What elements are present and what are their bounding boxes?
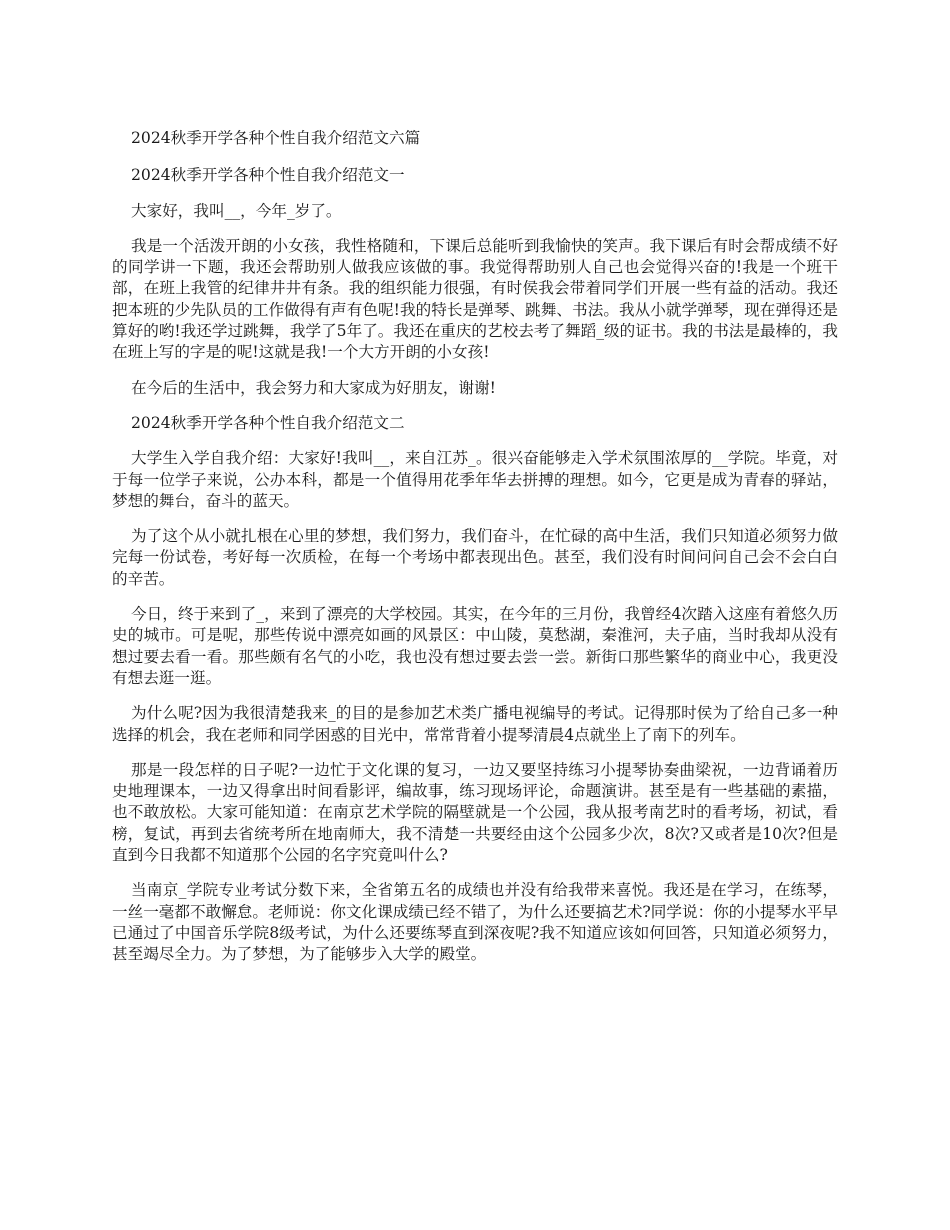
paragraph-dream: 为了这个从小就扎根在心里的梦想，我们努力，我们奋斗，在忙碌的高中生活，我们只知道必须努力做完每一份试卷，考好每一次质检，在每一个考场中都表现出色。甚至，我们没有时间问问自己会不会白白的辛苦。 xyxy=(112,527,838,588)
paragraph-self-intro: 我是一个活泼开朗的小女孩，我性格随和，下课后总能听到我愉快的笑声。我下课后有时会帮成绩不好的同学讲一下题，我还会帮助别人做我应该做的事。我觉得帮助别人自己也会觉得兴奋的!我是一个班干部，在班上我管的纪律井井有条。我的组织能力很强，有时侯我会带着同学们开展一些有益的活动。我还把本班的少先队员的工作做得有声有色呢!我的特长是弹琴、跳舞、书法。我从小就学弹琴，现在弹得还是算好的哟!我还学过跳舞，我学了5年了。我还在重庆的艺校去考了舞蹈_级的证书。我的书法是最棒的，我在班上写的字是的呢!这就是我!一个大方开朗的小女孩! xyxy=(112,236,838,362)
section-heading-2: 2024秋季开学各种个性自我介绍范文二 xyxy=(131,413,405,432)
paragraph-college-intro: 大学生入学自我介绍：大家好!我叫__，来自江苏_。很兴奋能够走入学术氛围浓厚的__学院。毕竟，对于每一位学子来说，公办本科，都是一个值得用花季年华去拼搏的理想。如今，它更是成为青春的驿站，梦想的舞台，奋斗的蓝天。 xyxy=(112,449,838,510)
section-heading-1: 2024秋季开学各种个性自我介绍范文一 xyxy=(131,166,405,185)
paragraph-arrival: 今日，终于来到了_，来到了漂亮的大学校园。其实，在今年的三月份，我曾经4次踏入这座有着悠久历史的城市。可是呢，那些传说中漂亮如画的风景区：中山陵，莫愁湖，秦淮河，夫子庙，当时我却从没有想过要去看一看。那些颇有名气的小吃，我也没有想过要去尝一尝。新街口那些繁华的商业中心，我更没有想去逛一逛。 xyxy=(112,605,838,687)
paragraph-closing: 在今后的生活中，我会努力和大家成为好朋友，谢谢! xyxy=(131,378,496,397)
paragraph-those-days: 那是一段怎样的日子呢?一边忙于文化课的复习，一边又要坚持练习小提琴协奏曲梁祝，一边背诵着历史地理课本，一边又得拿出时间看影评，编故事，练习现场评论，命题演讲。甚至是有一些基础的素描，也不敢放松。大家可能知道：在南京艺术学院的隔壁就是一个公园，我从报考南艺时的看考场，初试，看榜，复试，再到去省统考所在地南师大，我不清楚一共要经由这个公园多少次，8次?又或者是10次?但是直到今日我都不知道那个公园的名字究竟叫什么? xyxy=(112,760,838,865)
paragraph-greeting: 大家好，我叫__，今年_岁了。 xyxy=(131,201,342,220)
paragraph-results: 当南京_学院专业考试分数下来，全省第五名的成绩也并没有给我带来喜悦。我还是在学习，在练琴，一丝一毫都不敢懈怠。老师说：你文化课成绩已经不错了，为什么还要搞艺术?同学说：你的小提琴水平早已通过了中国音乐学院8级考试，为什么还要练琴直到深夜呢?我不知道应该如何回答，只知道必须努力，甚至竭尽全力。为了梦想，为了能够步入大学的殿堂。 xyxy=(112,881,838,964)
document-page xyxy=(112,128,838,980)
paragraph-reason: 为什么呢?因为我很清楚我来_的目的是参加艺术类广播电视编导的考试。记得那时侯为了给自己多一种选择的机会，我在老师和同学困惑的目光中，常常背着小提琴清晨4点就坐上了南下的列车。 xyxy=(112,704,838,744)
document-title: 2024秋季开学各种个性自我介绍范文六篇 xyxy=(131,129,421,147)
